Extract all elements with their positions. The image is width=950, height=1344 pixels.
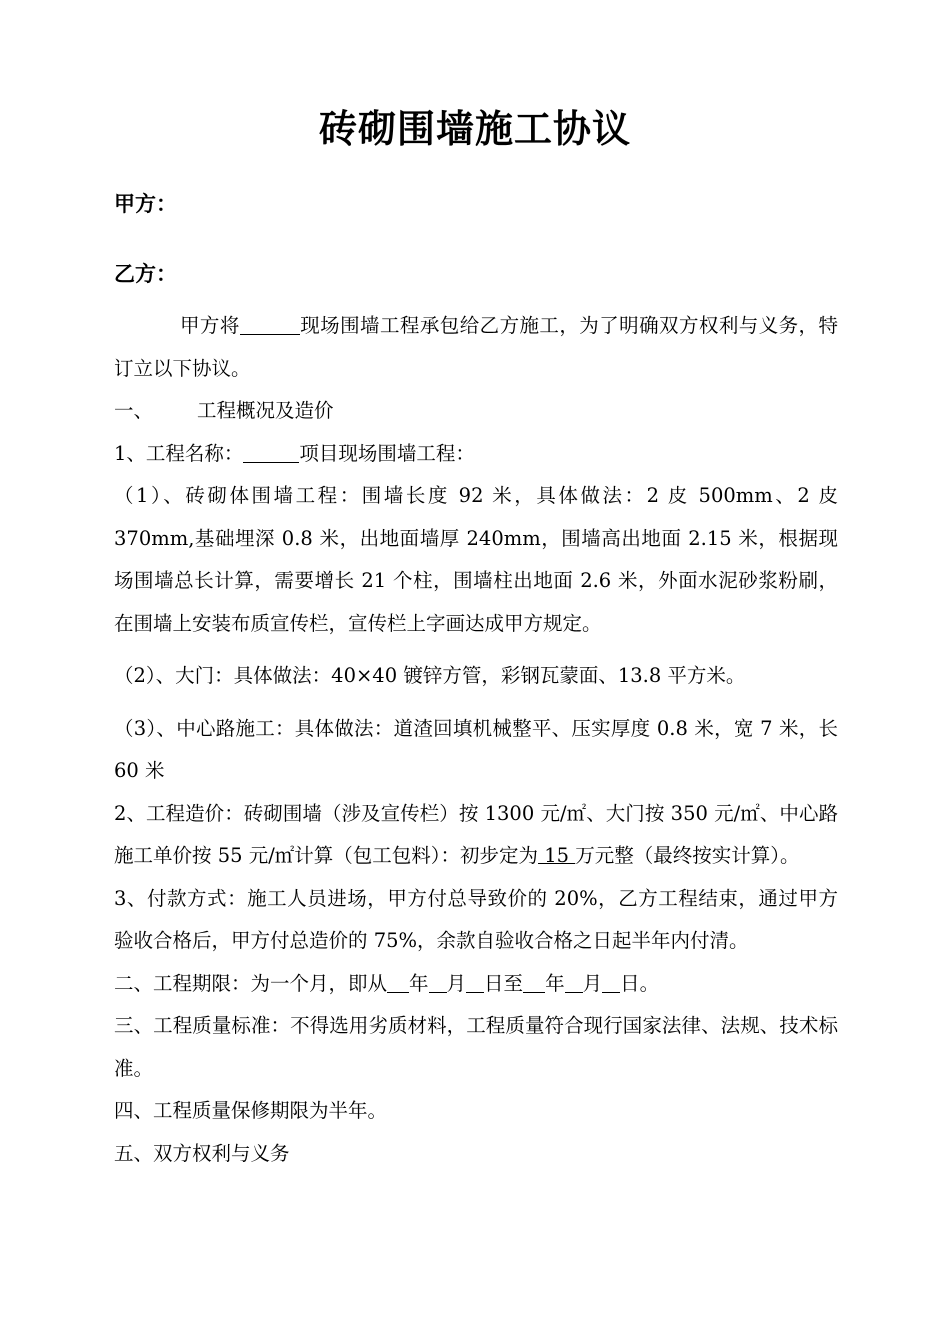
section-2-text: 二、工程期限：为一个月，即从	[114, 971, 388, 995]
blank-line	[602, 972, 620, 993]
section-3-paragraph: 三、工程质量标准：不得选用劣质材料，工程质量符合现行国家法律、法规、技术标准。	[114, 1014, 838, 1080]
item-1-line	[114, 433, 838, 476]
year-label: 年	[409, 971, 429, 995]
blank-line	[240, 314, 300, 335]
item-1b-paragraph: （2）、大门：具体做法：40×40 镀锌方管，彩钢瓦蒙面、13.8 平方米。	[114, 664, 746, 687]
day-label: 日。	[620, 971, 660, 995]
item-2-text-1: 2、工程造价：砖砌围墙（涉及宣传栏）按 1300 元/㎡、大门按 350 元/㎡、中心路施工单价按 55 元/㎡计算（包工包料）：初步定为	[114, 801, 838, 867]
month-label: 月	[582, 971, 603, 995]
blank-line	[466, 972, 484, 993]
blank-line	[523, 972, 545, 993]
section-5-heading: 五、双方权利与义务	[114, 1141, 290, 1165]
item-3-paragraph: 3、付款方式：施工人员进场，甲方付总导致价的 20%，乙方工程结束，通过甲方验收合格后，甲方付总造价的 75%，余款自验收合格之日起半年内付清。	[114, 886, 838, 952]
item-2-text-2: 万元整（最终按实计算）。	[575, 844, 800, 867]
intro-paragraph	[114, 305, 838, 390]
party-a-label: 甲方：	[114, 192, 177, 216]
item-2-amount: 15	[538, 844, 576, 867]
day-to-label: 日至	[484, 971, 524, 995]
section-2-line	[114, 963, 838, 1006]
document-title: 砖砌围墙施工协议	[318, 107, 631, 151]
month-label: 月	[446, 971, 467, 995]
section-1-title: 工程概况及造价	[197, 399, 334, 422]
blank-line	[387, 972, 409, 993]
item-1-text-1: 1、工程名称：	[114, 441, 244, 465]
intro-text-2: 现场围墙工程承包给乙方施工，为了明确双方权利与义务，特订立以下协议。	[114, 314, 838, 380]
item-1-text-2: 项目现场围墙工程：	[299, 441, 475, 465]
item-1a-paragraph: （1）、砖砌体围墙工程：围墙长度 92 米，具体做法：2 皮 500mm、2 皮 370mm,基础埋深 0.8 米，出地面墙厚 240mm，围墙高出地面 2.15 米，根据现场围墙总长计算，需要增长 21 个柱，围墙柱出地面 2.6 米，外面水泥砂浆粉刷，在围墙上安装布质宣传栏，宣传栏上字画达成甲方规定。	[114, 484, 838, 635]
blank-line	[429, 972, 447, 993]
section-1-number: 一、	[114, 399, 154, 422]
party-b-label: 乙方：	[114, 262, 177, 286]
item-1c-paragraph: （3）、中心路施工：具体做法：道渣回填机械整平、压实厚度 0.8 米，宽 7 米，长 60 米	[114, 716, 838, 782]
section-4-paragraph: 四、工程质量保修期限为半年。	[114, 1099, 388, 1122]
document-body	[114, 305, 838, 1175]
blank-line	[243, 442, 299, 463]
section-1-heading	[114, 390, 838, 433]
blank-line	[565, 972, 583, 993]
intro-text-1: 甲方将	[180, 314, 240, 337]
year-label: 年	[545, 971, 565, 995]
item-2-paragraph	[114, 793, 838, 878]
